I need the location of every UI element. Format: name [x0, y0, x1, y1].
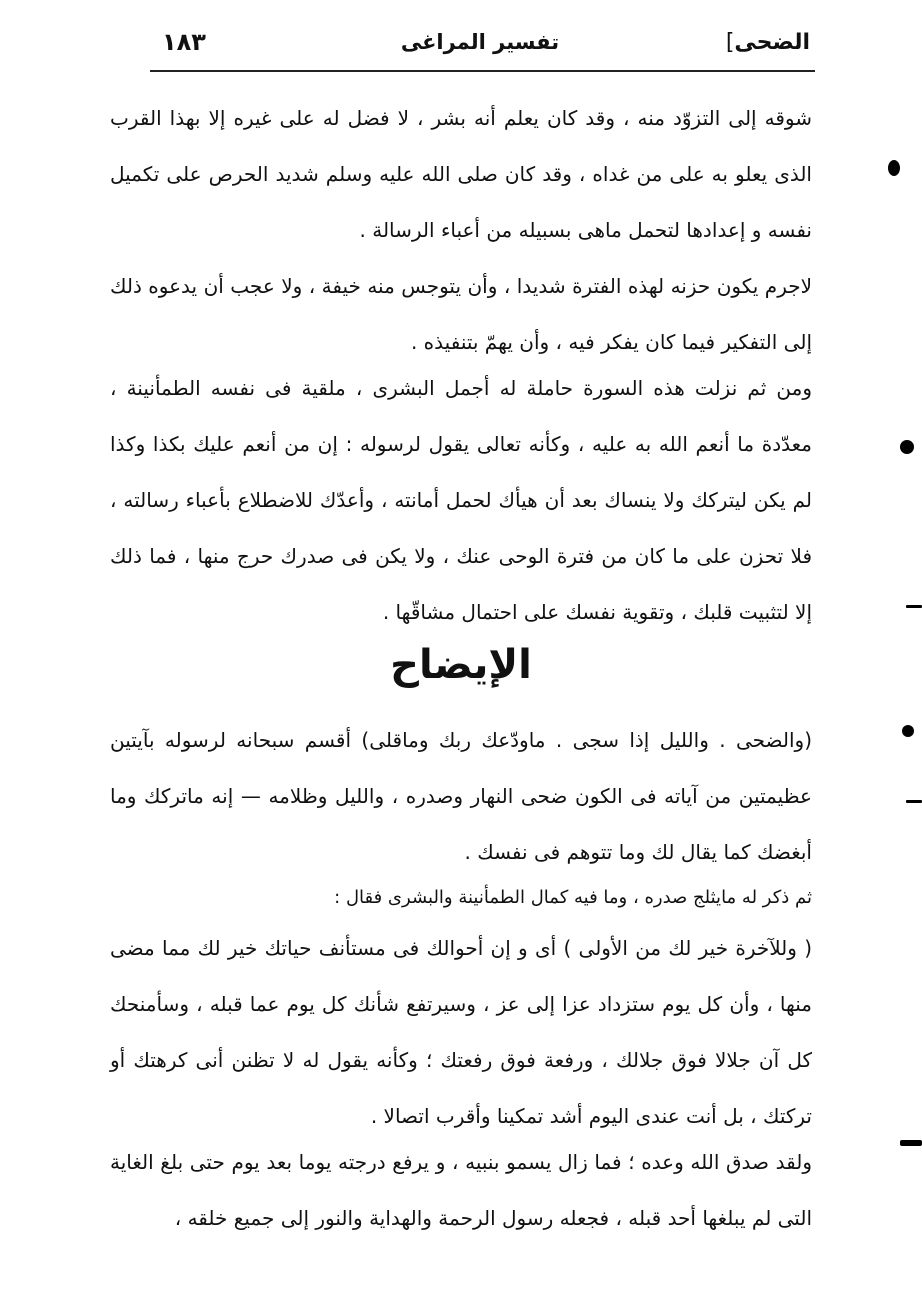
paragraph-3: ومن ثم نزلت هذه السورة حاملة له أجمل البشرى ، ملقية فى نفسه الطمأنينة ، معدّدة ما أنعم الله به عليه ، وكأنه تعالى يقول لرسوله : إن من أنعم عليك بكذا وكذا لم يكن ليتركك ولا ينساك بعد أن هيأك لحمل أمانته ، وأعدّك للاضطلاع بأعباء رسالته ، فلا تحزن على ما كان من فترة الوحى عنك ، ولا يكن فى صدرك حرج منها ، فما ذلك إلا لتثبيت قلبك ، وتقوية نفسك على احتمال مشاقّها . [110, 376, 812, 624]
scan-speck [906, 605, 922, 608]
scan-speck [900, 1140, 922, 1146]
running-header [150, 26, 810, 70]
paragraph-1: شوقه إلى التزوّد منه ، وقد كان يعلم أنه بشر ، لا فضل له على غيره إلا بهذا القرب الذى يعلو به على من غداه ، وقد كان صلى الله عليه وسلم شديد الحرص على تكميل نفسه و إعدادها لتحمل ماهى بسبيله من أعباء الرسالة . [110, 106, 812, 242]
scan-speck [900, 440, 914, 454]
section-heading: الإيضاح [390, 642, 532, 688]
scan-speck [888, 160, 900, 176]
header-bracket: ] [725, 30, 735, 55]
paragraph-4: (والضحى . والليل إذا سجى . ماودّعك ربك وماقلى) أقسم سبحانه لرسوله بآيتين عظيمتين من آياته فى الكون ضحى النهار وصدره ، والليل وظلامه — إنه ماتركك وما أبغضك كما يقال لك وما تتوهم فى نفسك . [110, 728, 812, 864]
header-rule [150, 70, 815, 72]
paragraph-7: ولقد صدق الله وعده ؛ فما زال يسمو بنبيه ، و يرفع درجته يوما بعد يوم حتى بلغ الغاية التى لم يبلغها أحد قبله ، فجعله رسول الرحمة والهداية والنور إلى جميع خلقه ، [110, 1150, 812, 1230]
scan-speck [906, 800, 922, 803]
paragraph-5: ثم ذكر له مايثلج صدره ، وما فيه كمال الطمأنينة والبشرى فقال : [334, 887, 812, 908]
page-number: ١٨٣ [162, 28, 206, 56]
surah-name-text: الضحى [734, 30, 810, 55]
header-book-title: تفسير المراغى [400, 30, 560, 54]
paragraph-2: لاجرم يكون حزنه لهذه الفترة شديدا ، وأن يتوجس منه خيفة ، ولا عجب أن يدعوه ذلك إلى التفكير فيما كان يفكر فيه ، وأن يهمّ بتنفيذه . [110, 274, 812, 354]
paragraph-6: ( وللآخرة خير لك من الأولى ) أى و إن أحوالك فى مستأنف حياتك خير لك مما مضى منها ، وأن كل يوم ستزداد عزا إلى عز ، وسيرتفع شأنك كل يوم عما قبله ، وسأمنحك كل آن جلالا فوق جلالك ، ورفعة فوق رفعتك ؛ وكأنه يقول له لا تظنن أنى كرهتك أو تركتك ، بل أنت عندى اليوم أشد تمكينا وأقرب اتصالا . [110, 936, 812, 1128]
scan-speck [902, 725, 914, 737]
